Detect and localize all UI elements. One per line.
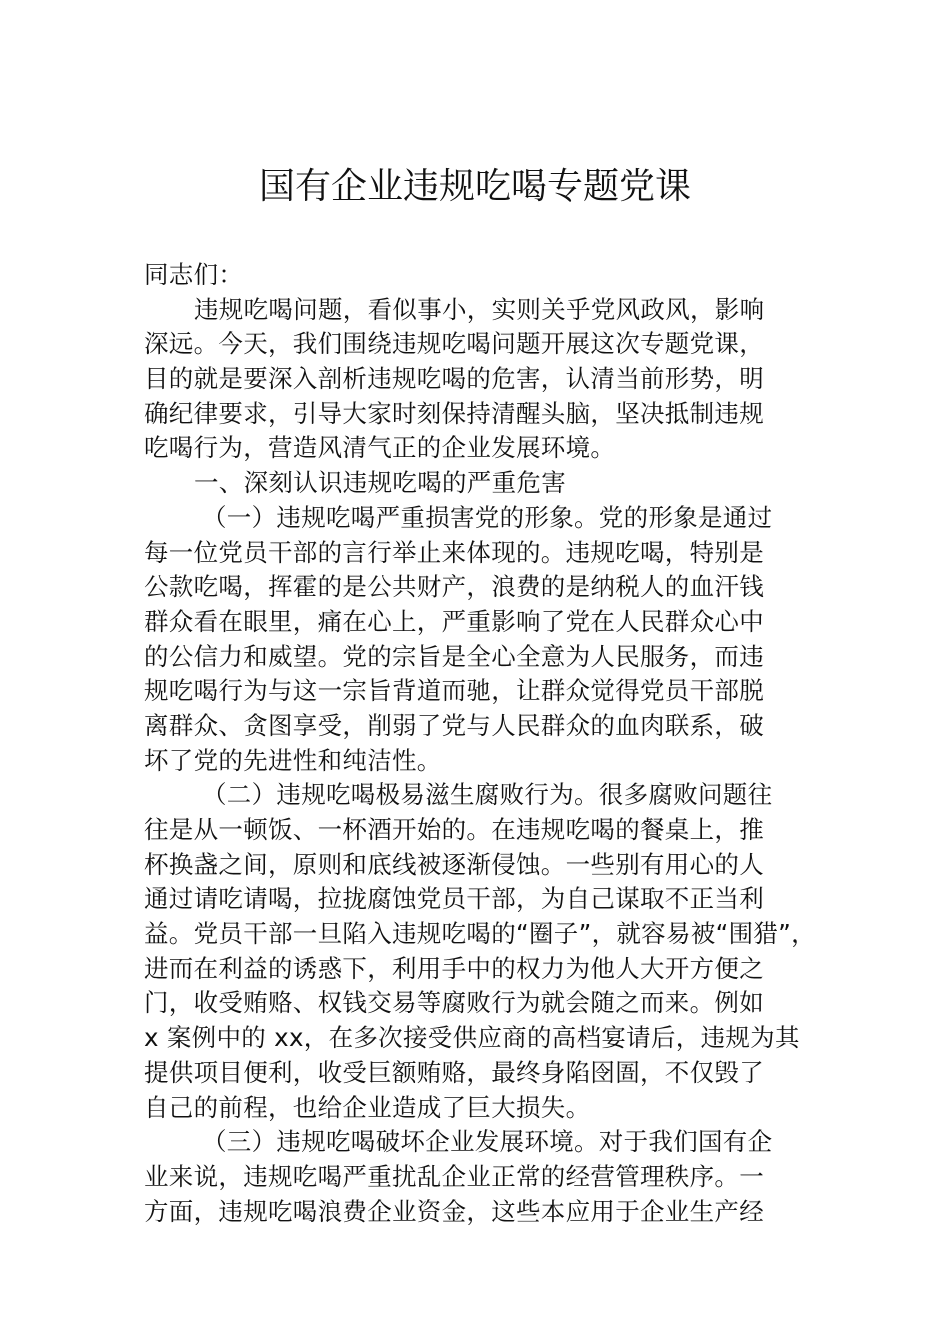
paragraph-line: 坏了党的先进性和纯洁性。 [144, 745, 442, 775]
paragraph-line: 公款吃喝，挥霍的是公共财产，浪费的是纳税人的血汗钱 [144, 572, 764, 602]
paragraph-line: 方面，违规吃喝浪费企业资金，这些本应用于企业生产经 [144, 1196, 764, 1226]
paragraph-line: 益。党员干部一旦陷入违规吃喝的“圈子”，就容易被“围猎”， [144, 919, 816, 949]
document-body [144, 258, 834, 1229]
paragraph-line: 杯换盏之间，原则和底线被逐渐侵蚀。一些别有用心的人 [144, 849, 764, 879]
document-title: 国有企业违规吃喝专题党课 [258, 166, 691, 207]
paragraph-line: 通过请吃请喝，拉拢腐蚀党员干部，为自己谋取不正当利 [144, 884, 764, 914]
paragraph-line: （三）违规吃喝破坏企业发展环境。对于我们国有企 [202, 1127, 773, 1157]
paragraph-line: 吃喝行为，营造风清气正的企业发展环境。 [144, 433, 616, 463]
paragraph-line: 规吃喝行为与这一宗旨背道而驰，让群众觉得党员干部脱 [144, 676, 764, 706]
paragraph-line: 提供项目便利，收受巨额贿赂，最终身陷囹圄，不仅毁了 [144, 1057, 764, 1087]
paragraph-line: 群众看在眼里，痛在心上，严重影响了党在人民群众心中 [144, 606, 764, 636]
paragraph-line: 往是从一顿饭、一杯酒开始的。在违规吃喝的餐桌上，推 [144, 815, 764, 844]
paragraph-line: 深远。今天，我们围绕违规吃喝问题开展这次专题党课， [144, 329, 764, 359]
paragraph-line: 目的就是要深入剖析违规吃喝的危害，认清当前形势，明 [144, 364, 764, 394]
paragraph-line: 每一位党员干部的言行举止来体现的。违规吃喝，特别是 [144, 537, 764, 567]
paragraph-line: （二）违规吃喝极易滋生腐败行为。很多腐败问题往 [202, 780, 773, 810]
paragraph-line: 离群众、贪图享受，削弱了党与人民群众的血肉联系，破 [144, 710, 764, 740]
paragraph-line: 违规吃喝问题，看似事小，实则关乎党风政风，影响 [194, 294, 765, 324]
paragraph-line: （一）违规吃喝严重损害党的形象。党的形象是通过 [202, 502, 773, 532]
paragraph-line: 进而在利益的诱惑下，利用手中的权力为他人大开方便之 [144, 953, 764, 983]
paragraph-line: 确纪律要求，引导大家时刻保持清醒头脑，坚决抵制违规 [144, 398, 764, 428]
paragraph-line: 业来说，违规吃喝严重扰乱企业正常的经营管理秩序。一 [144, 1161, 764, 1191]
paragraph-line: 门，收受贿赂、权钱交易等腐败行为就会随之而来。例如 [144, 988, 764, 1018]
paragraph-line: x 案例中的 xx，在多次接受供应商的高档宴请后，违规为其 [144, 1023, 800, 1053]
paragraph-line: 一、深刻认识违规吃喝的严重危害 [194, 468, 566, 498]
paragraph-line: 同志们： [144, 260, 244, 289]
paragraph-line: 的公信力和威望。党的宗旨是全心全意为人民服务，而违 [144, 641, 764, 671]
paragraph-line: 自己的前程，也给企业造成了巨大损失。 [144, 1092, 591, 1122]
